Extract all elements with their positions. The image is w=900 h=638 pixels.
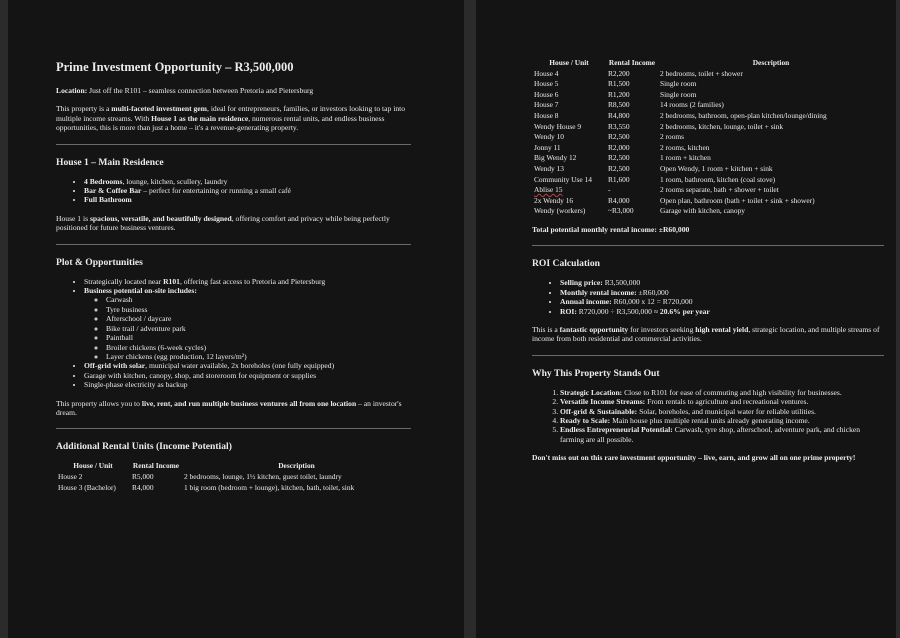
list-item: ◦ Bike trail / adventure park <box>106 324 411 333</box>
why-heading: Why This Property Stands Out <box>532 367 660 379</box>
list-item: ◦ Carwash <box>106 295 411 304</box>
divider <box>532 245 884 246</box>
roi-heading: ROI Calculation <box>532 258 600 270</box>
table-row: House 3 (Bachelor) R4,000 1 big room (bedroom + lounge), kitchen, bath, toilet, sink <box>58 482 355 492</box>
location-label: Location: <box>56 86 88 95</box>
divider <box>56 428 411 429</box>
column-header-unit: House / Unit <box>73 461 113 471</box>
table-row: Community Use 14 R1,600 1 room, bathroom, kitchen (coal stove) <box>534 174 776 184</box>
column-header-description: Description <box>752 58 790 67</box>
house1-heading: House 1 – Main Residence <box>56 156 164 168</box>
list-item: ◦ Tyre business <box>106 305 411 314</box>
plot-paragraph: This property allows you to live, rent, and run multiple business ventures all from one location – an investor's dream. <box>56 398 402 417</box>
list-item: 4. Ready to Scale: Main house plus multiple rental units already generating income. <box>560 416 884 425</box>
table-row: House 6 R1,200 Single room <box>534 89 697 99</box>
page-left-content <box>56 60 411 493</box>
list-item: 5. Endless Entrepreneurial Potential: Carwash, tyre shop, afterschool, adventure park, and chicken farming are all possible. <box>560 425 884 444</box>
list-item: • Off-grid with solar, municipal water available, 2x boreholes (one fully equipped) <box>84 361 411 370</box>
table-row: House 2 R5,000 2 bedrooms, lounge, 1½ kitchen, guest toilet, laundry <box>58 471 342 481</box>
table-header-row <box>56 461 411 472</box>
document-page-left <box>8 0 464 638</box>
table-header-row <box>532 58 884 69</box>
list-item: ◦ Paintball <box>106 333 411 342</box>
list-item: ◦ Layer chickens (egg production, 12 layers/m²) <box>106 352 411 361</box>
house1-features-list <box>56 177 411 205</box>
list-item: 3. Off-grid & Sustainable: Solar, boreholes, and municipal water for reliable utilities. <box>560 407 884 416</box>
table-row: Wendy House 9 R3,550 2 bedrooms, kitchen, lounge, toilet + sink <box>534 121 784 131</box>
divider <box>56 144 411 145</box>
column-header-rental: Rental Income <box>608 58 656 67</box>
rental-table <box>56 461 411 493</box>
list-item: • Monthly rental income: ±R60,000 <box>560 288 884 297</box>
list-item: • 4 Bedrooms, lounge, kitchen, scullery, laundry <box>84 177 411 186</box>
page-right-content <box>532 58 884 472</box>
table-row: House 8 R4,800 2 bedrooms, bathroom, open-plan kitchen/lounge/dining <box>534 110 827 120</box>
list-item: • ROI: R720,000 ÷ R3,500,000 ≈ 20.6% per year <box>560 307 884 316</box>
business-sublist <box>84 295 411 361</box>
list-item: • Full Bathroom <box>84 195 411 204</box>
table-row: House 4 R2,200 2 bedrooms, toilet + shower <box>534 68 743 78</box>
column-header-description: Description <box>278 461 315 471</box>
document-title: Prime Investment Opportunity – R3,500,000 <box>56 60 294 74</box>
list-item: 1. Strategic Location: Close to R101 for ease of commuting and high visibility for businesses. <box>560 388 884 397</box>
intro-paragraph: This property is a multi-faceted investment gem, ideal for entrepreneurs, families, or investors looking to tap into multiple income streams. With House 1 as the main residence, numerous rental units, and endless business opportunities, this is more than just a home – it's a revenue-generating property. <box>56 104 406 133</box>
plot-heading: Plot & Opportunities <box>56 256 143 268</box>
list-item: ◦ Afterschool / daycare <box>106 314 411 323</box>
roi-paragraph: This is a fantastic opportunity for investors seeking high rental yield, strategic location, and multiple streams of income from both residential and commercial activities. <box>532 324 880 344</box>
location-paragraph: Location: Just off the R101 – seamless connection between Pretoria and Pietersburg <box>56 86 314 95</box>
table-row: Wendy 13 R2,500 Open Wendy, 1 room + kitchen + sink <box>534 163 773 173</box>
rental-table-continued <box>532 58 884 217</box>
house1-paragraph: House 1 is spacious, versatile, and beautifully designed, offering comfort and privacy while being perfectly positioned for future business ventures. <box>56 213 390 233</box>
list-item: • Annual income: R60,000 x 12 = R720,000 <box>560 297 884 306</box>
column-header-rental: Rental Income <box>132 461 180 471</box>
list-item: • Business potential on-site includes: ◦ Carwash ◦ Tyre business ◦ Afterschool / daycare ◦ Bike trail / adventure park ◦ Paintball ◦ Broiler chickens (6-week cycles) ◦ Layer chickens (egg production, 12 layers/m²) <box>84 286 411 361</box>
list-item: 2. Versatile Income Streams: From rentals to agriculture and recreational ventures. <box>560 397 884 406</box>
roi-list <box>532 278 884 316</box>
column-header-unit: House / Unit <box>549 58 589 67</box>
plot-list <box>56 277 411 390</box>
table-row: Wendy 10 R2,500 2 rooms <box>534 132 685 142</box>
table-row: House 7 R8,500 14 rooms (2 families) <box>534 100 724 110</box>
document-page-right <box>476 0 896 638</box>
list-item: • Bar & Coffee Bar – perfect for entertaining or running a small café <box>84 186 411 195</box>
divider <box>532 355 884 356</box>
table-row: Jonny 11 R2,000 2 rooms, kitchen <box>534 142 710 152</box>
closing-paragraph: Don't miss out on this rare investment opportunity – live, earn, and grow all on one prime property! <box>532 453 856 463</box>
table-row: 2x Wendy 16 R4,000 Open plan, bathroom (bath + toilet + sink + shower) <box>534 195 815 205</box>
why-list <box>532 388 884 444</box>
rental-heading: Additional Rental Units (Income Potential) <box>56 441 232 453</box>
table-row: Wendy (workers) ~R3,000 Garage with kitchen, canopy <box>534 206 745 216</box>
table-row: House 5 R1,500 Single room <box>534 79 697 89</box>
total-income-line: Total potential monthly rental income: ±R60,000 <box>532 224 690 234</box>
table-row: Ablise 15 - 2 rooms separate, bath + shower + toilet <box>534 185 779 195</box>
list-item: • Garage with kitchen, canopy, shop, and storeroom for equipment or supplies <box>84 371 411 380</box>
list-item: • Strategically located near R101, offering fast access to Pretoria and Pietersburg <box>84 277 411 286</box>
table-row: Big Wendy 12 R2,500 1 room + kitchen <box>534 153 711 163</box>
list-item: • Single-phase electricity as backup <box>84 380 411 389</box>
list-item: ◦ Broiler chickens (6-week cycles) <box>106 343 411 352</box>
list-item: • Selling price: R3,500,000 <box>560 278 884 287</box>
divider <box>56 244 411 245</box>
